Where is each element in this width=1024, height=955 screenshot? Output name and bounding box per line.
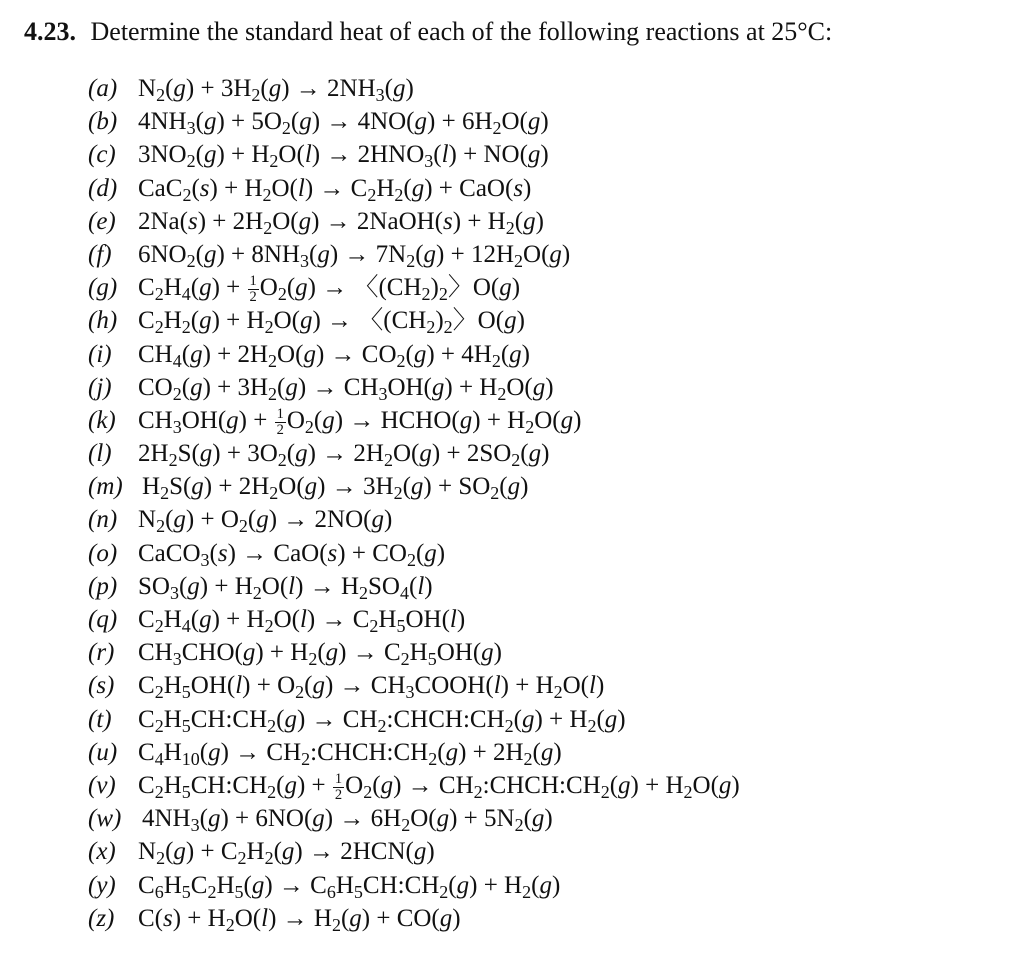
reaction-label: (k) [88,406,116,434]
reaction-row [88,105,740,138]
reaction-label: (u) [88,738,118,766]
reaction-label: (q) [88,606,118,633]
reaction-row [88,172,740,205]
reaction-equation: $CaC_2(s) + H_2O(l) \to C_2H_2(g) + CaO(s)$ [138,174,532,205]
reaction-row [88,736,740,769]
reaction-equation: $H_2S(g) + 2H_2O(g) \to 3H_2(g) + SO_2(g)$ [142,473,529,504]
reaction-label: (g) [88,274,118,302]
reaction-equation: $C(s) + H_2O(l) \to H_2(g) + CO(g)$ [138,904,461,935]
reaction-label: (t) [88,705,112,733]
reaction-equation: $C_4H_{10}(g)$ → $CH_2:CHCH:CH_2(g) + 2H_2(g)$ [138,738,562,769]
reaction-equation: $N_2(g) + 3H_2(g) \to 2NH_3(g)$ [138,75,414,106]
reaction-equation: $CO_2(g) + 3H_2(g) \to CH_3OH(g) + H_2O(g)$ [138,373,554,404]
reaction-label: (o) [88,539,118,567]
reaction-row [88,470,740,503]
reaction-label: (l) [88,440,112,468]
reaction-row [88,902,740,935]
reaction-row [88,669,740,702]
reaction-row [88,72,740,105]
reaction-equation: $N_2(g) + C_2H_2(g) \to 2HCN(g)$ [138,838,435,869]
reaction-row [88,537,740,570]
reaction-label: (z) [88,904,115,932]
reaction-label: (w) [88,805,122,833]
reaction-label: (v) [88,771,116,799]
reaction-equation: $CH_3OH(g)$ + $\frac{1}{2}$ $O_2(g)$ → HCHO(g) + $H_2O(g)$ [138,405,582,438]
reaction-equation: CaCO$_3$(s) → $CaO(s) + CO_2(g)$ [138,539,446,570]
problem-header [24,16,832,48]
reaction-equation: $3NO_2(g) + H_2O(l) \to 2HNO_3(l) + NO(g)$ [138,141,549,172]
reaction-label: (r) [88,639,115,667]
reaction-label: (y) [88,871,116,899]
reaction-equation: $2Na(s) + 2H_2O(g)$ → 2NaOH(s) + $H_2(g)$ [138,207,544,238]
reaction-row [88,238,740,271]
reaction-equation: $C_2H_4(g)$ + $\frac{1}{2}$ $O_2(g)$ → 〈$(CH_2)_2$〉O(g) [138,272,521,306]
reaction-label: (h) [88,307,118,335]
reaction-row [88,503,740,536]
reaction-row [88,304,740,337]
reaction-label: (m) [88,473,123,501]
reaction-equation: $4NH_3(g) + 5O_2(g) \to 4NO(g) + 6H_2O(g)$ [138,108,549,139]
reaction-row [88,404,740,437]
reaction-label: (p) [88,572,118,600]
reaction-equation: $2H_2S(g) + 3O_2(g) \to 2H_2O(g) + 2SO_2(g)$ [138,440,550,471]
reaction-equation: $SO_3(g) + H_2O(l) \to H_2SO_4(l)$ [138,572,433,603]
reaction-equation: $C_2H_2(g) + H_2O(g)$ → 〈$(CH_2)_2$〉O(g) [138,307,525,338]
reaction-row [88,205,740,238]
reaction-row [88,570,740,603]
reaction-row [88,769,740,802]
reaction-row [88,271,740,304]
reaction-label: (f) [88,240,112,268]
problem-number: 4.23. [24,17,76,46]
reaction-label: (n) [88,506,118,534]
reaction-row [88,869,740,902]
reaction-equation: $6NO_2(g) + 8NH_3(g) \to 7N_2(g) + 12H_2O(g)$ [138,240,571,271]
problem-statement: Determine the standard heat of each of the following reactions at 25°C: [90,17,833,46]
reaction-label: (b) [88,108,118,136]
reaction-label: (a) [88,75,118,102]
reaction-label: (x) [88,838,116,866]
reaction-equation: $4NH_3(g) + 6NO(g) \to 6H_2O(g) + 5N_2(g)$ [142,805,553,836]
reaction-label: (c) [88,141,116,169]
reaction-equation: $C_2H_4(g) + H_2O(l) \to C_2H_5OH(l)$ [138,606,466,637]
reaction-label: (d) [88,174,118,202]
reaction-label: (s) [88,672,115,700]
reaction-row [88,802,740,835]
reaction-row [88,603,740,636]
reaction-row [88,371,740,404]
reaction-row [88,138,740,171]
reaction-row [88,835,740,868]
reaction-row [88,636,740,669]
reaction-equation: $C_2H_5OH(l) + O_2(g)$ → $CH_3COOH(l) + H_2O(l)$ [138,672,605,703]
reaction-equation: $C_6H_5C_2H_5(g)$ → $C_6H_5CH:CH_2(g) + H_2(g)$ [138,871,561,902]
reaction-row [88,703,740,736]
reaction-equation: $C_2H_5CH:CH_2(g)$ + $\frac{1}{2}$ $O_2(g)$ → $CH_2:CHCH:CH_2(g) + H_2O(g)$ [138,770,740,804]
reaction-row [88,437,740,470]
reaction-equation: $CH_3CHO(g) + H_2(g) \to C_2H_5OH(g)$ [138,639,502,670]
reaction-label: (i) [88,340,112,368]
reaction-equation: $CH_4(g) + 2H_2O(g) \to CO_2(g) + 4H_2(g)$ [138,340,530,371]
reaction-equation: $N_2(g) + O_2(g) \to 2NO(g)$ [138,506,393,537]
reaction-label: (e) [88,207,116,235]
reaction-equation: $C_2H_5CH:CH_2(g)$ → $CH_2:CHCH:CH_2(g) + H_2(g)$ [138,705,626,736]
reaction-list [88,72,740,935]
reaction-row [88,338,740,371]
reaction-label: (j) [88,373,112,401]
